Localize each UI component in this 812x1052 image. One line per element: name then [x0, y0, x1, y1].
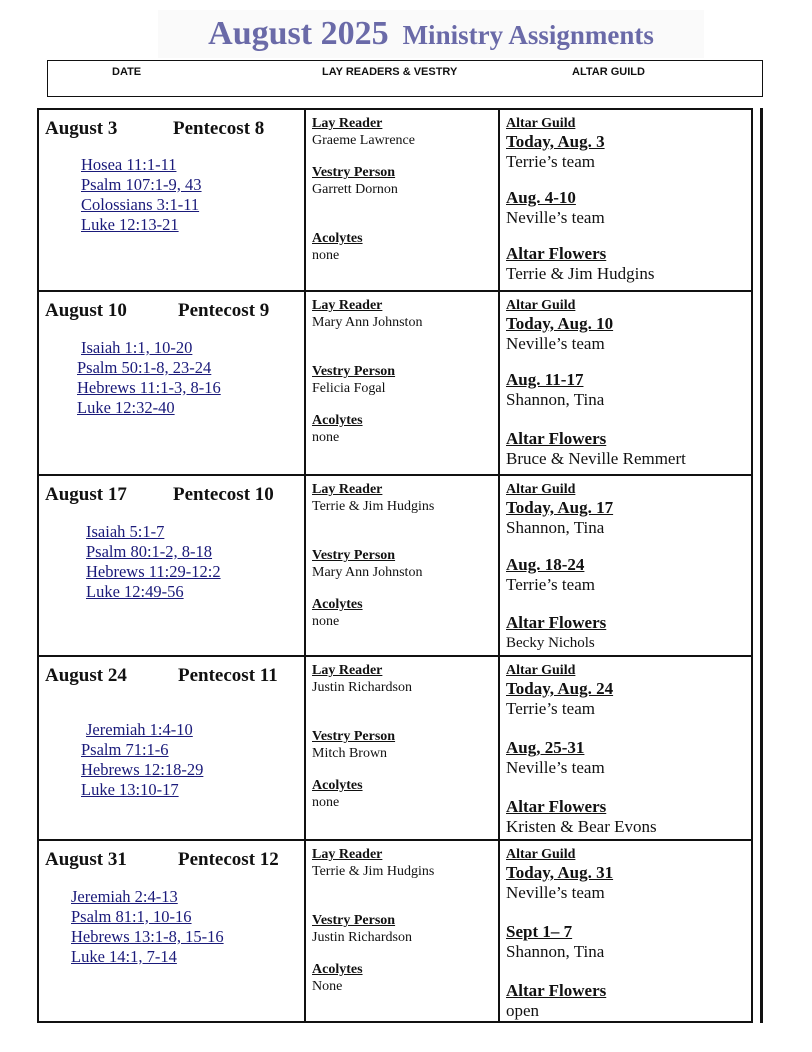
altar-guild-cell: [506, 847, 751, 1021]
row-divider: [39, 290, 751, 292]
reading-link[interactable]: Luke 12:32-40: [77, 398, 175, 417]
vestry-label: Vestry Person: [312, 364, 396, 379]
flowers-name: open: [506, 1001, 540, 1020]
vestry-name: Mitch Brown: [312, 746, 388, 761]
readings-list: [71, 887, 224, 967]
flowers-label: Altar Flowers: [506, 429, 607, 448]
flowers-label: Altar Flowers: [506, 244, 607, 263]
page-title: [158, 10, 704, 64]
service-date: August 17: [45, 484, 127, 505]
readings-list: [81, 720, 203, 800]
today-label: Today, Aug. 31: [506, 863, 614, 882]
lay-vestry-cell: [312, 116, 502, 264]
right-border-bar: [760, 108, 763, 1023]
pentecost-label: Pentecost 8: [173, 118, 265, 139]
reading-link[interactable]: Psalm 107:1-9, 43: [81, 175, 202, 194]
readings-list: [77, 338, 221, 418]
acolytes-label: Acolytes: [312, 778, 363, 793]
week-label: Aug, 25-31: [506, 738, 585, 757]
acolytes-value: none: [312, 248, 340, 263]
week-team: Shannon, Tina: [506, 942, 605, 961]
flowers-label: Altar Flowers: [506, 981, 607, 1000]
readings-list: [81, 155, 202, 235]
week-team: Terrie’s team: [506, 575, 595, 594]
pentecost-label: Pentecost 11: [178, 665, 278, 686]
reading-link[interactable]: Isaiah 5:1-7: [86, 522, 165, 541]
today-team: Terrie’s team: [506, 152, 595, 171]
column-header: [47, 60, 763, 97]
altar-guild-label: Altar Guild: [506, 847, 576, 862]
service-date: August 24: [45, 665, 127, 686]
reading-link[interactable]: Hebrews 11:1-3, 8-16: [77, 378, 221, 397]
today-label: Today, Aug. 24: [506, 679, 614, 698]
acolytes-label: Acolytes: [312, 413, 363, 428]
vestry-name: Felicia Fogal: [312, 381, 386, 396]
today-team: Neville’s team: [506, 883, 605, 902]
acolytes-value: none: [312, 430, 340, 445]
reading-link[interactable]: Luke 14:1, 7-14: [71, 947, 177, 966]
altar-guild-cell: [506, 482, 751, 653]
reading-link[interactable]: Colossians 3:1-11: [81, 195, 200, 214]
week-label: Aug. 18-24: [506, 555, 585, 574]
reading-link[interactable]: Isaiah 1:1, 10-20: [81, 338, 193, 357]
flowers-name: Becky Nichols: [506, 635, 595, 651]
lay-reader-name: Terrie & Jim Hudgins: [312, 864, 435, 879]
flowers-label: Altar Flowers: [506, 797, 607, 816]
reading-link[interactable]: Hebrews 11:29-12:2: [86, 562, 221, 581]
acolytes-value: none: [312, 795, 340, 810]
pentecost-label: Pentecost 12: [178, 849, 279, 870]
week-team: Neville’s team: [506, 758, 605, 777]
lay-reader-name: Justin Richardson: [312, 680, 412, 695]
lay-reader-label: Lay Reader: [312, 847, 383, 862]
header-date: DATE: [112, 66, 142, 78]
altar-guild-label: Altar Guild: [506, 116, 576, 131]
schedule-table: [37, 108, 753, 1023]
reading-link[interactable]: Psalm 81:1, 10-16: [71, 907, 192, 926]
lay-reader-name: Terrie & Jim Hudgins: [312, 499, 435, 514]
service-date: August 31: [45, 849, 127, 870]
pentecost-label: Pentecost 10: [173, 484, 274, 505]
reading-link[interactable]: Hosea 11:1-11: [81, 155, 177, 174]
vestry-name: Justin Richardson: [312, 930, 412, 945]
flowers-label: Altar Flowers: [506, 613, 607, 632]
acolytes-value: None: [312, 979, 343, 994]
title-banner: [158, 10, 704, 58]
lay-vestry-cell: [312, 847, 502, 995]
service-date: August 3: [45, 118, 118, 139]
week-team: Neville’s team: [506, 208, 605, 227]
lay-reader-label: Lay Reader: [312, 482, 383, 497]
row-divider: [39, 655, 751, 657]
reading-link[interactable]: Jeremiah 2:4-13: [71, 887, 178, 906]
week-label: Sept 1– 7: [506, 922, 573, 941]
today-team: Terrie’s team: [506, 699, 595, 718]
header-lay-readers: LAY READERS & VESTRY: [322, 66, 458, 78]
today-label: Today, Aug. 3: [506, 132, 605, 151]
flowers-name: Kristen & Bear Evons: [506, 817, 657, 836]
lay-vestry-cell: [312, 663, 502, 811]
week-label: Aug. 11-17: [506, 370, 584, 389]
title-month: August 2025: [208, 15, 389, 52]
row-divider: [39, 839, 751, 841]
lay-vestry-cell: [312, 482, 502, 630]
today-team: Neville’s team: [506, 334, 605, 353]
vestry-label: Vestry Person: [312, 165, 396, 180]
reading-link[interactable]: Luke 12:49-56: [86, 582, 184, 601]
reading-link[interactable]: Hebrews 13:1-8, 15-16: [71, 927, 224, 946]
altar-guild-label: Altar Guild: [506, 663, 576, 678]
reading-link[interactable]: Luke 12:13-21: [81, 215, 179, 234]
flowers-name: Bruce & Neville Remmert: [506, 449, 686, 468]
lay-reader-label: Lay Reader: [312, 298, 383, 313]
title-subtitle: Ministry Assignments: [402, 20, 654, 50]
altar-guild-label: Altar Guild: [506, 298, 576, 313]
acolytes-value: none: [312, 614, 340, 629]
flowers-name: Terrie & Jim Hudgins: [506, 264, 655, 283]
week-team: Shannon, Tina: [506, 390, 605, 409]
reading-link[interactable]: Psalm 71:1-6: [81, 740, 169, 759]
acolytes-label: Acolytes: [312, 962, 363, 977]
lay-reader-name: Mary Ann Johnston: [312, 315, 423, 330]
lay-reader-name: Graeme Lawrence: [312, 133, 415, 148]
acolytes-label: Acolytes: [312, 231, 363, 246]
reading-link[interactable]: Hebrews 12:18-29: [81, 760, 204, 779]
reading-link[interactable]: Jeremiah 1:4-10: [86, 720, 193, 739]
altar-guild-cell: [506, 116, 751, 284]
today-team: Shannon, Tina: [506, 518, 605, 537]
reading-link[interactable]: Luke 13:10-17: [81, 780, 179, 799]
altar-guild-label: Altar Guild: [506, 482, 576, 497]
vestry-name: Garrett Dornon: [312, 182, 398, 197]
vestry-name: Mary Ann Johnston: [312, 565, 423, 580]
readings-list: [86, 522, 221, 602]
lay-reader-label: Lay Reader: [312, 116, 383, 131]
reading-link[interactable]: Psalm 80:1-2, 8-18: [86, 542, 213, 561]
today-label: Today, Aug. 10: [506, 314, 614, 333]
service-date: August 10: [45, 300, 127, 321]
altar-guild-cell: [506, 663, 751, 837]
today-label: Today, Aug. 17: [506, 498, 614, 517]
vestry-label: Vestry Person: [312, 729, 396, 744]
reading-link[interactable]: Psalm 50:1-8, 23-24: [77, 358, 212, 377]
vestry-label: Vestry Person: [312, 913, 396, 928]
altar-guild-cell: [506, 298, 751, 469]
vestry-label: Vestry Person: [312, 548, 396, 563]
pentecost-label: Pentecost 9: [178, 300, 270, 321]
week-label: Aug. 4-10: [506, 188, 576, 207]
header-altar-guild: ALTAR GUILD: [572, 66, 645, 78]
row-divider: [39, 474, 751, 476]
lay-vestry-cell: [312, 298, 502, 446]
column-divider: [304, 110, 306, 1021]
lay-reader-label: Lay Reader: [312, 663, 383, 678]
acolytes-label: Acolytes: [312, 597, 363, 612]
